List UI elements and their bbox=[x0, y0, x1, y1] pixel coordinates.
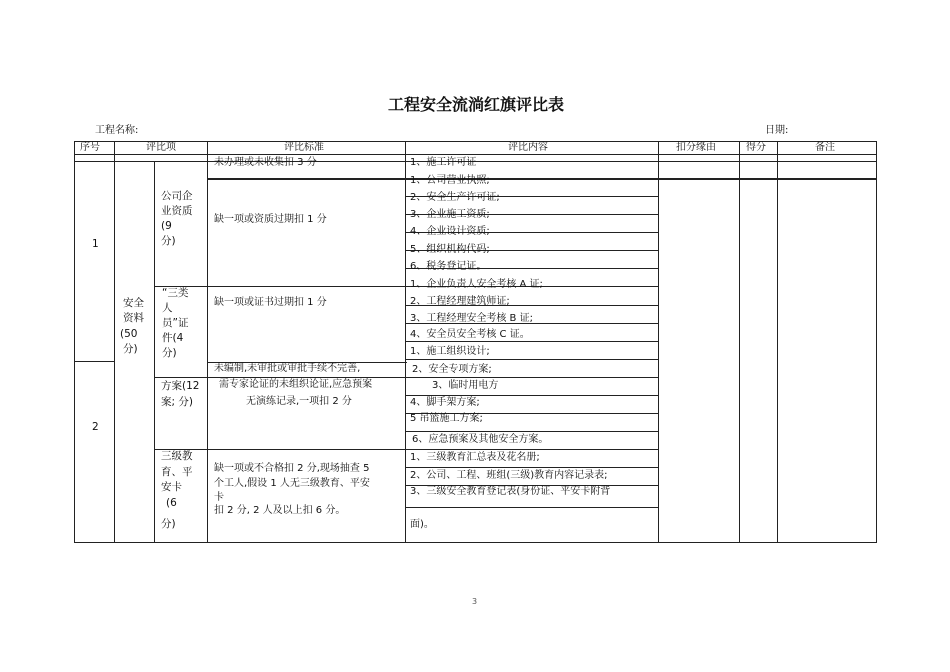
col-header-item: 评比项 bbox=[146, 142, 176, 153]
col-header-remarks: 备注 bbox=[815, 142, 835, 153]
content-item: 3、临时用电方 bbox=[432, 380, 499, 391]
page-title: 工程安全流淌红旗评比表 bbox=[388, 95, 565, 114]
standard-certificates: 缺一项或证书过期扣 1 分 bbox=[214, 297, 327, 308]
content-item: 6、税务登记证。 bbox=[410, 261, 487, 272]
content-item: 2、安全生产许可证; bbox=[410, 192, 500, 203]
content-item: 1、施工许可证 bbox=[410, 157, 477, 168]
standard-permit: 未办理或未收集扣 3 分 bbox=[214, 157, 317, 168]
content-item: 1、企业负责人安全考核 A 证; bbox=[410, 279, 543, 290]
col-header-score: 得分 bbox=[746, 142, 766, 153]
content-item: 4、安全员安全考核 C 证。 bbox=[410, 329, 530, 340]
content-item: 2、工程经理建筑师证; bbox=[410, 296, 510, 307]
content-item: 4、企业设计资质; bbox=[410, 226, 490, 237]
content-item: 1、公司营业执照; bbox=[410, 175, 490, 186]
content-item: 面)。 bbox=[410, 519, 434, 530]
content-item: 3、工程经理安全考核 B 证; bbox=[410, 313, 533, 324]
date-label: 日期: bbox=[765, 125, 789, 136]
row-number-1: 1 bbox=[92, 238, 99, 250]
col-header-no: 序号 bbox=[80, 142, 100, 153]
content-item: 5 吊篮施工方案; bbox=[410, 413, 483, 424]
col-header-deduction-reason: 扣分缘由 bbox=[676, 142, 716, 153]
content-item: 4、脚手架方案; bbox=[410, 397, 480, 408]
content-item: 5、组织机构代码; bbox=[410, 244, 490, 255]
content-item: 2、公司、工程、班组(三级)教育内容记录表; bbox=[410, 470, 608, 481]
content-item: 1、三级教育汇总表及花名册; bbox=[410, 452, 540, 463]
col-header-standard: 评比标准 bbox=[284, 142, 324, 153]
row-number-2: 2 bbox=[92, 421, 99, 433]
content-item: 1、施工组织设计; bbox=[410, 346, 490, 357]
content-item: 6、应急预案及其他安全方案。 bbox=[412, 434, 549, 445]
col-header-content: 评比内容 bbox=[508, 142, 548, 153]
project-name-label: 工程名称: bbox=[95, 125, 139, 136]
standard-qualification: 缺一项或资质过期扣 1 分 bbox=[214, 214, 327, 225]
content-item: 3、三级安全教育登记表(身份证、平安卡附背 bbox=[410, 486, 611, 497]
content-item: 2、安全专项方案; bbox=[412, 364, 492, 375]
content-item: 3、企业施工资质; bbox=[410, 209, 490, 220]
page-number: 3 bbox=[472, 597, 478, 606]
